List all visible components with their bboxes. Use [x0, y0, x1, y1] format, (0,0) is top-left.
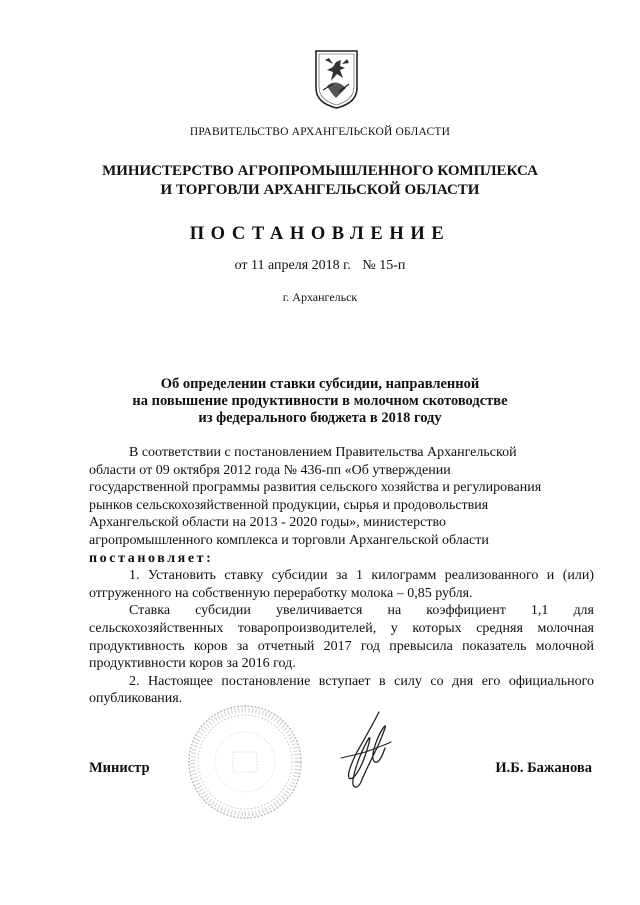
item-1-rate-coefficient: Ставка субсидии увеличивается на коэффициент 1,1 для сельскохозяйственных товаропроизводителей, у которых средняя молочная продуктивность коров за отчетный 2017 год превысила показатель молочной продуктивности коров за 2016 год.: [89, 603, 594, 672]
decree-word: [89, 550, 594, 568]
preamble-line: рынков сельскохозяйственной продукции, сырья и продовольствия: [89, 497, 489, 513]
signatory-name: И.Б. Бажанова: [495, 760, 592, 776]
preamble-line: области от 09 октября 2012 года № 436-пп «Об утверждении: [89, 462, 451, 478]
signature-icon: [335, 708, 395, 798]
document-type: ПОСТАНОВЛЕНИЕ: [189, 224, 451, 244]
preamble-line: Архангельской области на 2013 - 2020 годы», министерство: [89, 515, 446, 531]
decree-word-text: постановляет:: [89, 550, 214, 566]
document-number: № 15-п: [362, 258, 406, 273]
document-city: г. Архангельск: [282, 290, 358, 304]
subject-line-1: Об определении ставки субсидии, направленной: [160, 376, 480, 392]
signatory-position: Министр: [89, 760, 150, 776]
preamble-line: государственной программы развития сельского хозяйства и регулирования: [89, 480, 542, 496]
document-date: от 11 апреля 2018 г.: [234, 258, 351, 273]
ministry-name: [0, 162, 640, 200]
coat-of-arms-icon: [313, 48, 360, 110]
government-name: ПРАВИТЕЛЬСТВО АРХАНГЕЛЬСКОЙ ОБЛАСТИ: [189, 126, 451, 138]
document-body: [89, 444, 594, 708]
document-subject: [0, 376, 640, 427]
preamble-line: агропромышленного комплекса и торговли Архангельской области: [89, 532, 489, 548]
ministry-line-1: МИНИСТЕРСТВО АГРОПРОМЫШЛЕННОГО КОМПЛЕКСА: [102, 163, 538, 179]
document-date-number: [0, 258, 640, 274]
official-stamp-icon: [185, 702, 305, 822]
subject-line-2: на повышение продуктивности в молочном скотоводстве: [132, 393, 508, 409]
preamble-line: В соответствии с постановлением Правительства Архангельской: [129, 445, 517, 460]
ministry-line-2: И ТОРГОВЛИ АРХАНГЕЛЬСКОЙ ОБЛАСТИ: [160, 182, 480, 198]
subject-line-3: из федерального бюджета в 2018 году: [198, 410, 442, 426]
item-1: 1. Установить ставку субсидии за 1 килограмм реализованного и (или) отгруженного на собственную переработку молока – 0,85 рубля.: [89, 568, 594, 601]
item-2: 2. Настоящее постановление вступает в силу со дня его официального опубликования.: [89, 673, 594, 707]
